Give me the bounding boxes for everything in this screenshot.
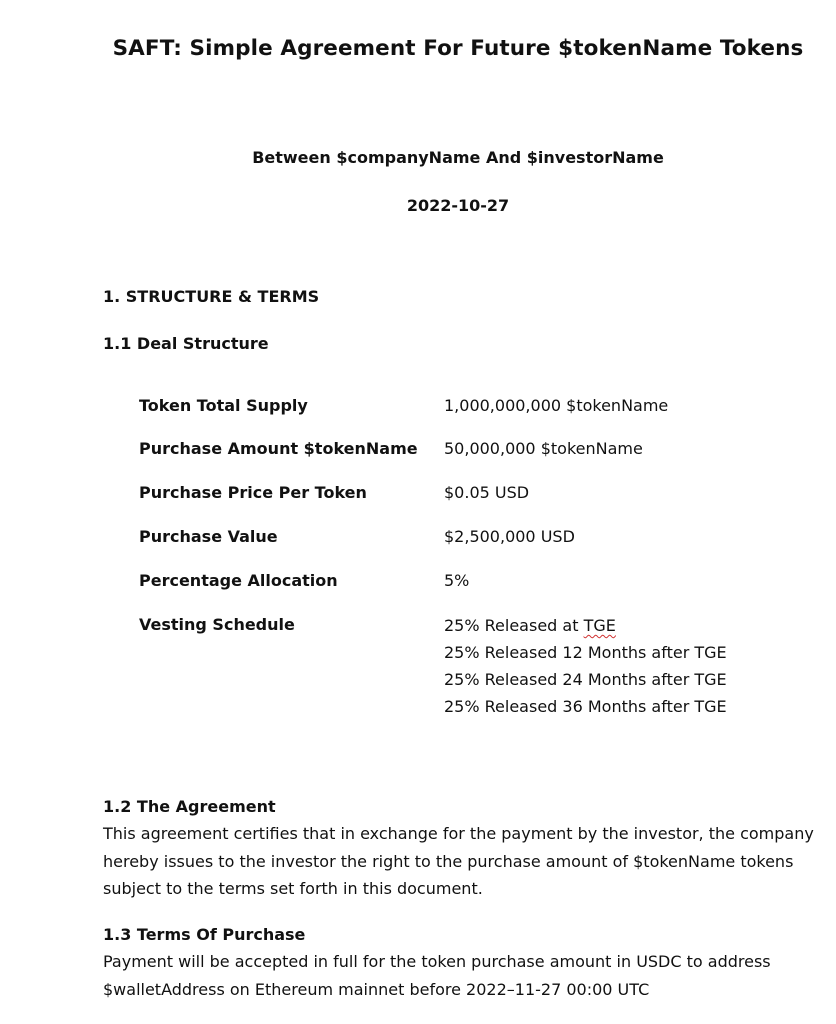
subsection-heading-deal-structure: 1.1 Deal Structure	[103, 334, 269, 353]
terms-of-purchase-paragraph	[103, 948, 815, 1003]
paragraph-line: Payment will be accepted in full for the token purchase amount in USDC to address	[103, 952, 771, 971]
term-value: 5%	[444, 571, 470, 590]
vesting-schedule-values	[444, 615, 727, 723]
term-label: Purchase Amount $tokenName	[139, 439, 418, 458]
vesting-line	[444, 615, 727, 642]
document-date: 2022-10-27	[406, 196, 510, 215]
term-value: 1,000,000,000 $tokenName	[444, 396, 669, 415]
term-value: $0.05 USD	[444, 483, 530, 502]
vesting-line: 25% Released 36 Months after TGE	[444, 697, 727, 716]
vesting-line-prefix: 25% Released at	[444, 616, 584, 635]
term-label: Percentage Allocation	[139, 571, 338, 590]
term-label: Token Total Supply	[139, 396, 308, 415]
vesting-line: 25% Released 24 Months after TGE	[444, 670, 727, 689]
subsection-heading-agreement: 1.2 The Agreement	[103, 797, 276, 816]
paragraph-line: $walletAddress on Ethereum mainnet before 2022–11-27 00:00 UTC	[103, 979, 650, 999]
document-parties: Between $companyName And $investorName	[252, 148, 664, 167]
term-value: $2,500,000 USD	[444, 527, 575, 546]
term-value: 50,000,000 $tokenName	[444, 439, 643, 458]
spellcheck-flagged-word: TGE	[583, 616, 616, 635]
paragraph-line: hereby issues to the investor the right to the purchase amount of $tokenName tokens	[103, 851, 794, 871]
agreement-paragraph	[103, 820, 815, 903]
term-label: Purchase Value	[139, 527, 278, 546]
vesting-line: 25% Released 12 Months after TGE	[444, 643, 727, 662]
term-label: Purchase Price Per Token	[139, 483, 367, 502]
subsection-heading-terms-of-purchase: 1.3 Terms Of Purchase	[103, 925, 306, 944]
section-heading-structure-terms: 1. STRUCTURE & TERMS	[103, 287, 320, 306]
term-label: Vesting Schedule	[139, 615, 295, 634]
paragraph-line: This agreement certifies that in exchange for the payment by the investor, the company	[103, 824, 814, 843]
document-title: SAFT: Simple Agreement For Future $tokenName Tokens	[112, 36, 804, 61]
paragraph-line: subject to the terms set forth in this document.	[103, 879, 483, 898]
